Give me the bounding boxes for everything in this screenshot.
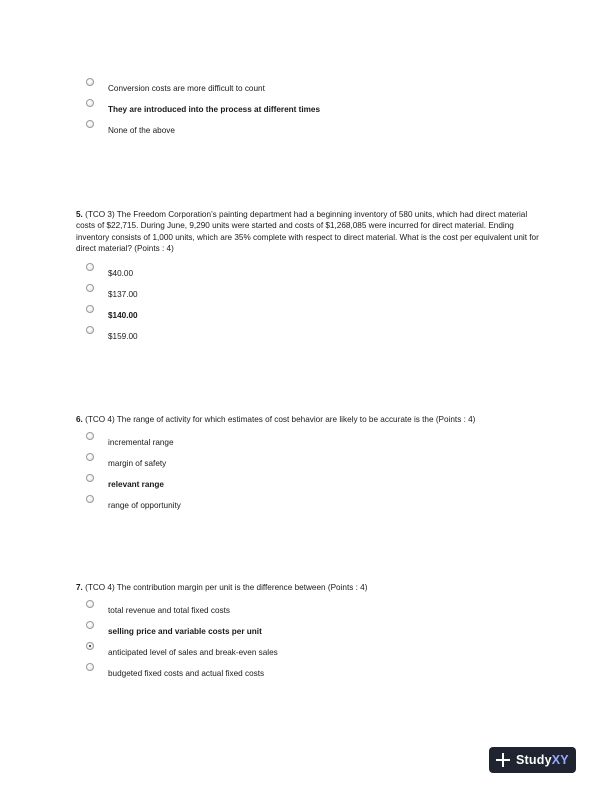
question-number: 7.	[76, 583, 83, 592]
radio-button[interactable]	[86, 120, 94, 128]
brand-name	[516, 752, 569, 768]
q4-option-1[interactable]	[86, 78, 506, 98]
question-body: (TCO 4) The range of activity for which estimates of cost behavior are likely to be accurate is the (Points : 4)	[82, 415, 476, 424]
option-text: $40.00	[108, 269, 134, 278]
q4-option-3[interactable]	[86, 120, 506, 140]
option-text: relevant range	[108, 480, 164, 489]
radio-button[interactable]	[86, 600, 94, 608]
studyxy-logo[interactable]	[489, 747, 576, 773]
question-5-text	[76, 209, 546, 254]
radio-button[interactable]	[86, 99, 94, 107]
question-number: 5.	[76, 210, 83, 219]
radio-button[interactable]	[86, 495, 94, 503]
option-text: anticipated level of sales and break-even sales	[108, 648, 278, 657]
option-text: selling price and variable costs per unit	[108, 627, 262, 636]
q5-option-4[interactable]	[86, 326, 506, 346]
option-text: $140.00	[108, 311, 138, 320]
option-text: They are introduced into the process at different times	[108, 105, 321, 114]
radio-button[interactable]	[86, 263, 94, 271]
q6-option-4[interactable]	[86, 495, 506, 515]
option-text: range of opportunity	[108, 501, 181, 510]
option-text: None of the above	[108, 126, 175, 135]
q6-option-3[interactable]	[86, 474, 506, 494]
brand-accent: XY	[551, 753, 569, 767]
option-text: incremental range	[108, 438, 174, 447]
q4-option-2[interactable]	[86, 99, 506, 119]
option-text: margin of safety	[108, 459, 167, 468]
radio-button[interactable]	[86, 453, 94, 461]
radio-button[interactable]	[86, 284, 94, 292]
q5-option-1[interactable]	[86, 263, 506, 283]
option-text: Conversion costs are more difficult to count	[108, 84, 265, 93]
q7-option-3[interactable]	[86, 642, 506, 662]
question-number: 6.	[76, 415, 83, 424]
q5-option-2[interactable]	[86, 284, 506, 304]
q5-option-3[interactable]	[86, 305, 506, 325]
question-body: (TCO 3) The Freedom Corporation’s painting department had a beginning inventory of 580 units, which had direct material costs of $22,715. During June, 9,290 units were started and costs of $1,268,085 were incurred for direct material. Ending inventory consists of 1,000 units, which are 35% complete with respect to direct material. What is the cost per equivalent unit for direct material? (Points : 4)	[76, 210, 539, 253]
radio-button[interactable]	[86, 305, 94, 313]
q7-option-1[interactable]	[86, 600, 506, 620]
radio-button-selected[interactable]	[86, 642, 94, 650]
radio-button[interactable]	[86, 326, 94, 334]
brand-plain: Study	[516, 753, 552, 767]
radio-button[interactable]	[86, 621, 94, 629]
plus-icon	[496, 753, 510, 767]
option-text: $137.00	[108, 290, 138, 299]
radio-button[interactable]	[86, 474, 94, 482]
q7-option-2[interactable]	[86, 621, 506, 641]
radio-button[interactable]	[86, 663, 94, 671]
radio-button[interactable]	[86, 78, 94, 86]
option-text: $159.00	[108, 332, 138, 341]
q7-option-4[interactable]	[86, 663, 506, 683]
radio-button[interactable]	[86, 432, 94, 440]
option-text: total revenue and total fixed costs	[108, 606, 230, 615]
question-6-text	[76, 414, 546, 425]
q6-option-2[interactable]	[86, 453, 506, 473]
option-text: budgeted fixed costs and actual fixed costs	[108, 669, 265, 678]
question-7-text	[76, 582, 546, 593]
question-body: (TCO 4) The contribution margin per unit is the difference between (Points : 4)	[82, 583, 368, 592]
q6-option-1[interactable]	[86, 432, 506, 452]
